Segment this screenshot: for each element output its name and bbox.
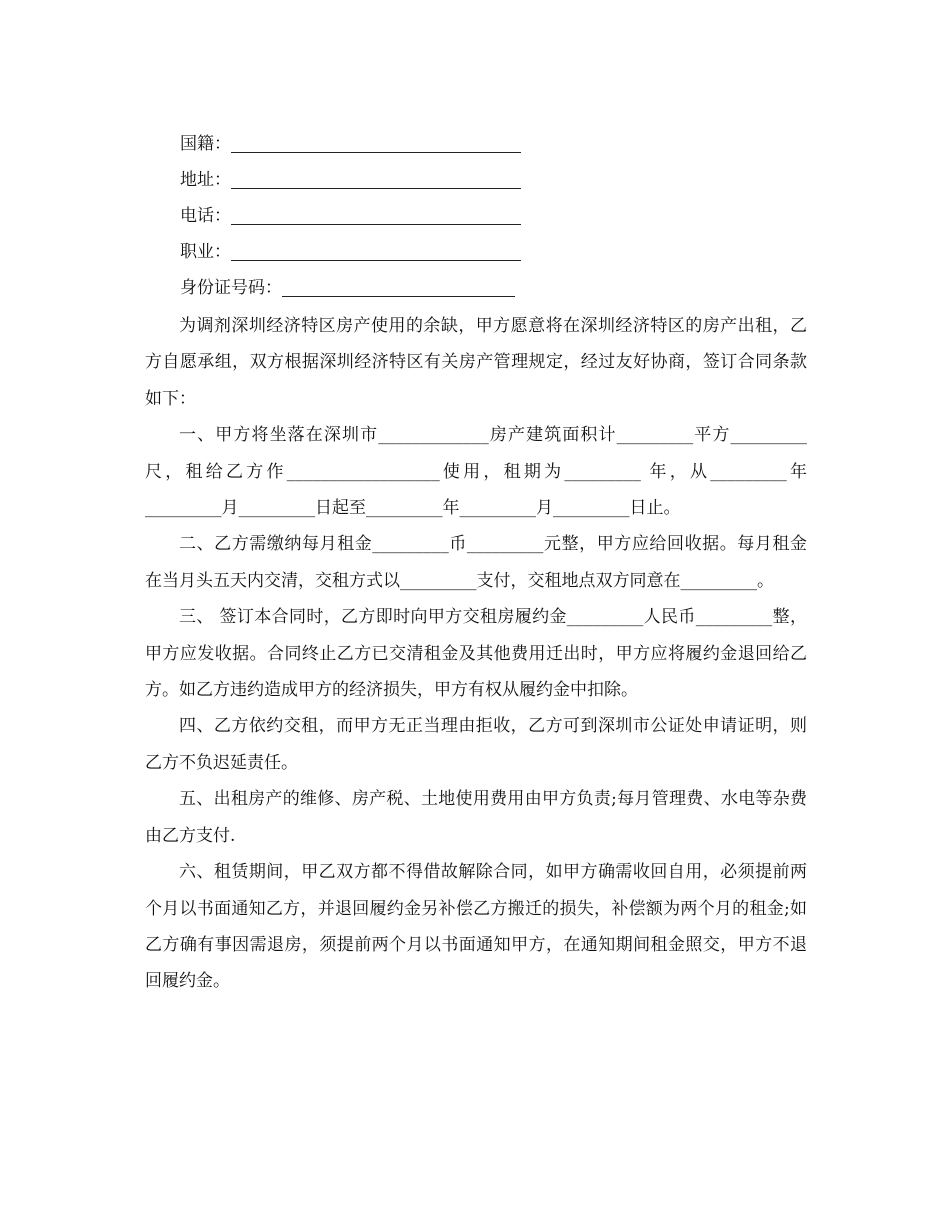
party-info-fields [180,128,521,308]
clause-1-paragraph: 一、甲方将坐落在深圳市_____________房产建筑面积计_________平方_________尺，租给乙方作__________________使用，租期为_________ 年，从_________年_________月_________日起至_________年_________月_________日止。 [145,425,807,519]
nationality-label: 国籍： [180,134,231,154]
clause-6-paragraph: 六、租赁期间，甲乙双方都不得借故解除合同，如甲方确需收回自用，必须提前两个月以书面通知乙方，并退回履约金另补偿乙方搬迁的损失，补偿额为两个月的租金;如乙方确有事因需退房，须提前两个月以书面通知甲方，在通知期间租金照交，甲方不退回履约金。 [145,862,807,992]
nationality-field [180,128,521,164]
address-blank[interactable] [231,168,521,189]
clause-3-paragraph: 三、 签订本合同时，乙方即时向甲方交租房履约金_________人民币_________整，甲方应发收据。合同终止乙方已交清租金及其他费用迁出时，甲方应将履约金退回给乙方。如乙方违约造成甲方的经济损失，甲方有权从履约金中扣除。 [145,607,807,701]
id-number-blank[interactable] [282,276,515,297]
id-number-label: 身份证号码： [180,278,282,298]
clause-2-paragraph: 二、乙方需缴纳每月租金_________币_________元整，甲方应给回收据。每月租金在当月头五天内交清，交租方式以_________支付，交租地点双方同意在_________。 [145,534,807,591]
address-field [180,164,521,200]
phone-blank[interactable] [231,204,521,225]
contract-body [145,308,807,1000]
id-number-field [180,272,521,308]
clause-5-paragraph: 五、出租房产的维修、房产税、土地使用费用由甲方负责;每月管理费、水电等杂费由乙方支付. [145,789,807,846]
preamble-paragraph: 为调剂深圳经济特区房产使用的余缺，甲方愿意将在深圳经济特区的房产出租，乙方自愿承组，双方根据深圳经济特区有关房产管理规定，经过友好协商，签订合同条款如下： [145,316,807,409]
occupation-label: 职业： [180,242,231,262]
occupation-blank[interactable] [231,240,521,261]
clause-4-paragraph: 四、乙方依约交租，而甲方无正当理由拒收，乙方可到深圳市公证处申请证明，则乙方不负迟延责任。 [145,716,807,773]
address-label: 地址： [180,170,231,190]
phone-label: 电话： [180,206,231,226]
occupation-field [180,236,521,272]
phone-field [180,200,521,236]
nationality-blank[interactable] [231,132,521,153]
